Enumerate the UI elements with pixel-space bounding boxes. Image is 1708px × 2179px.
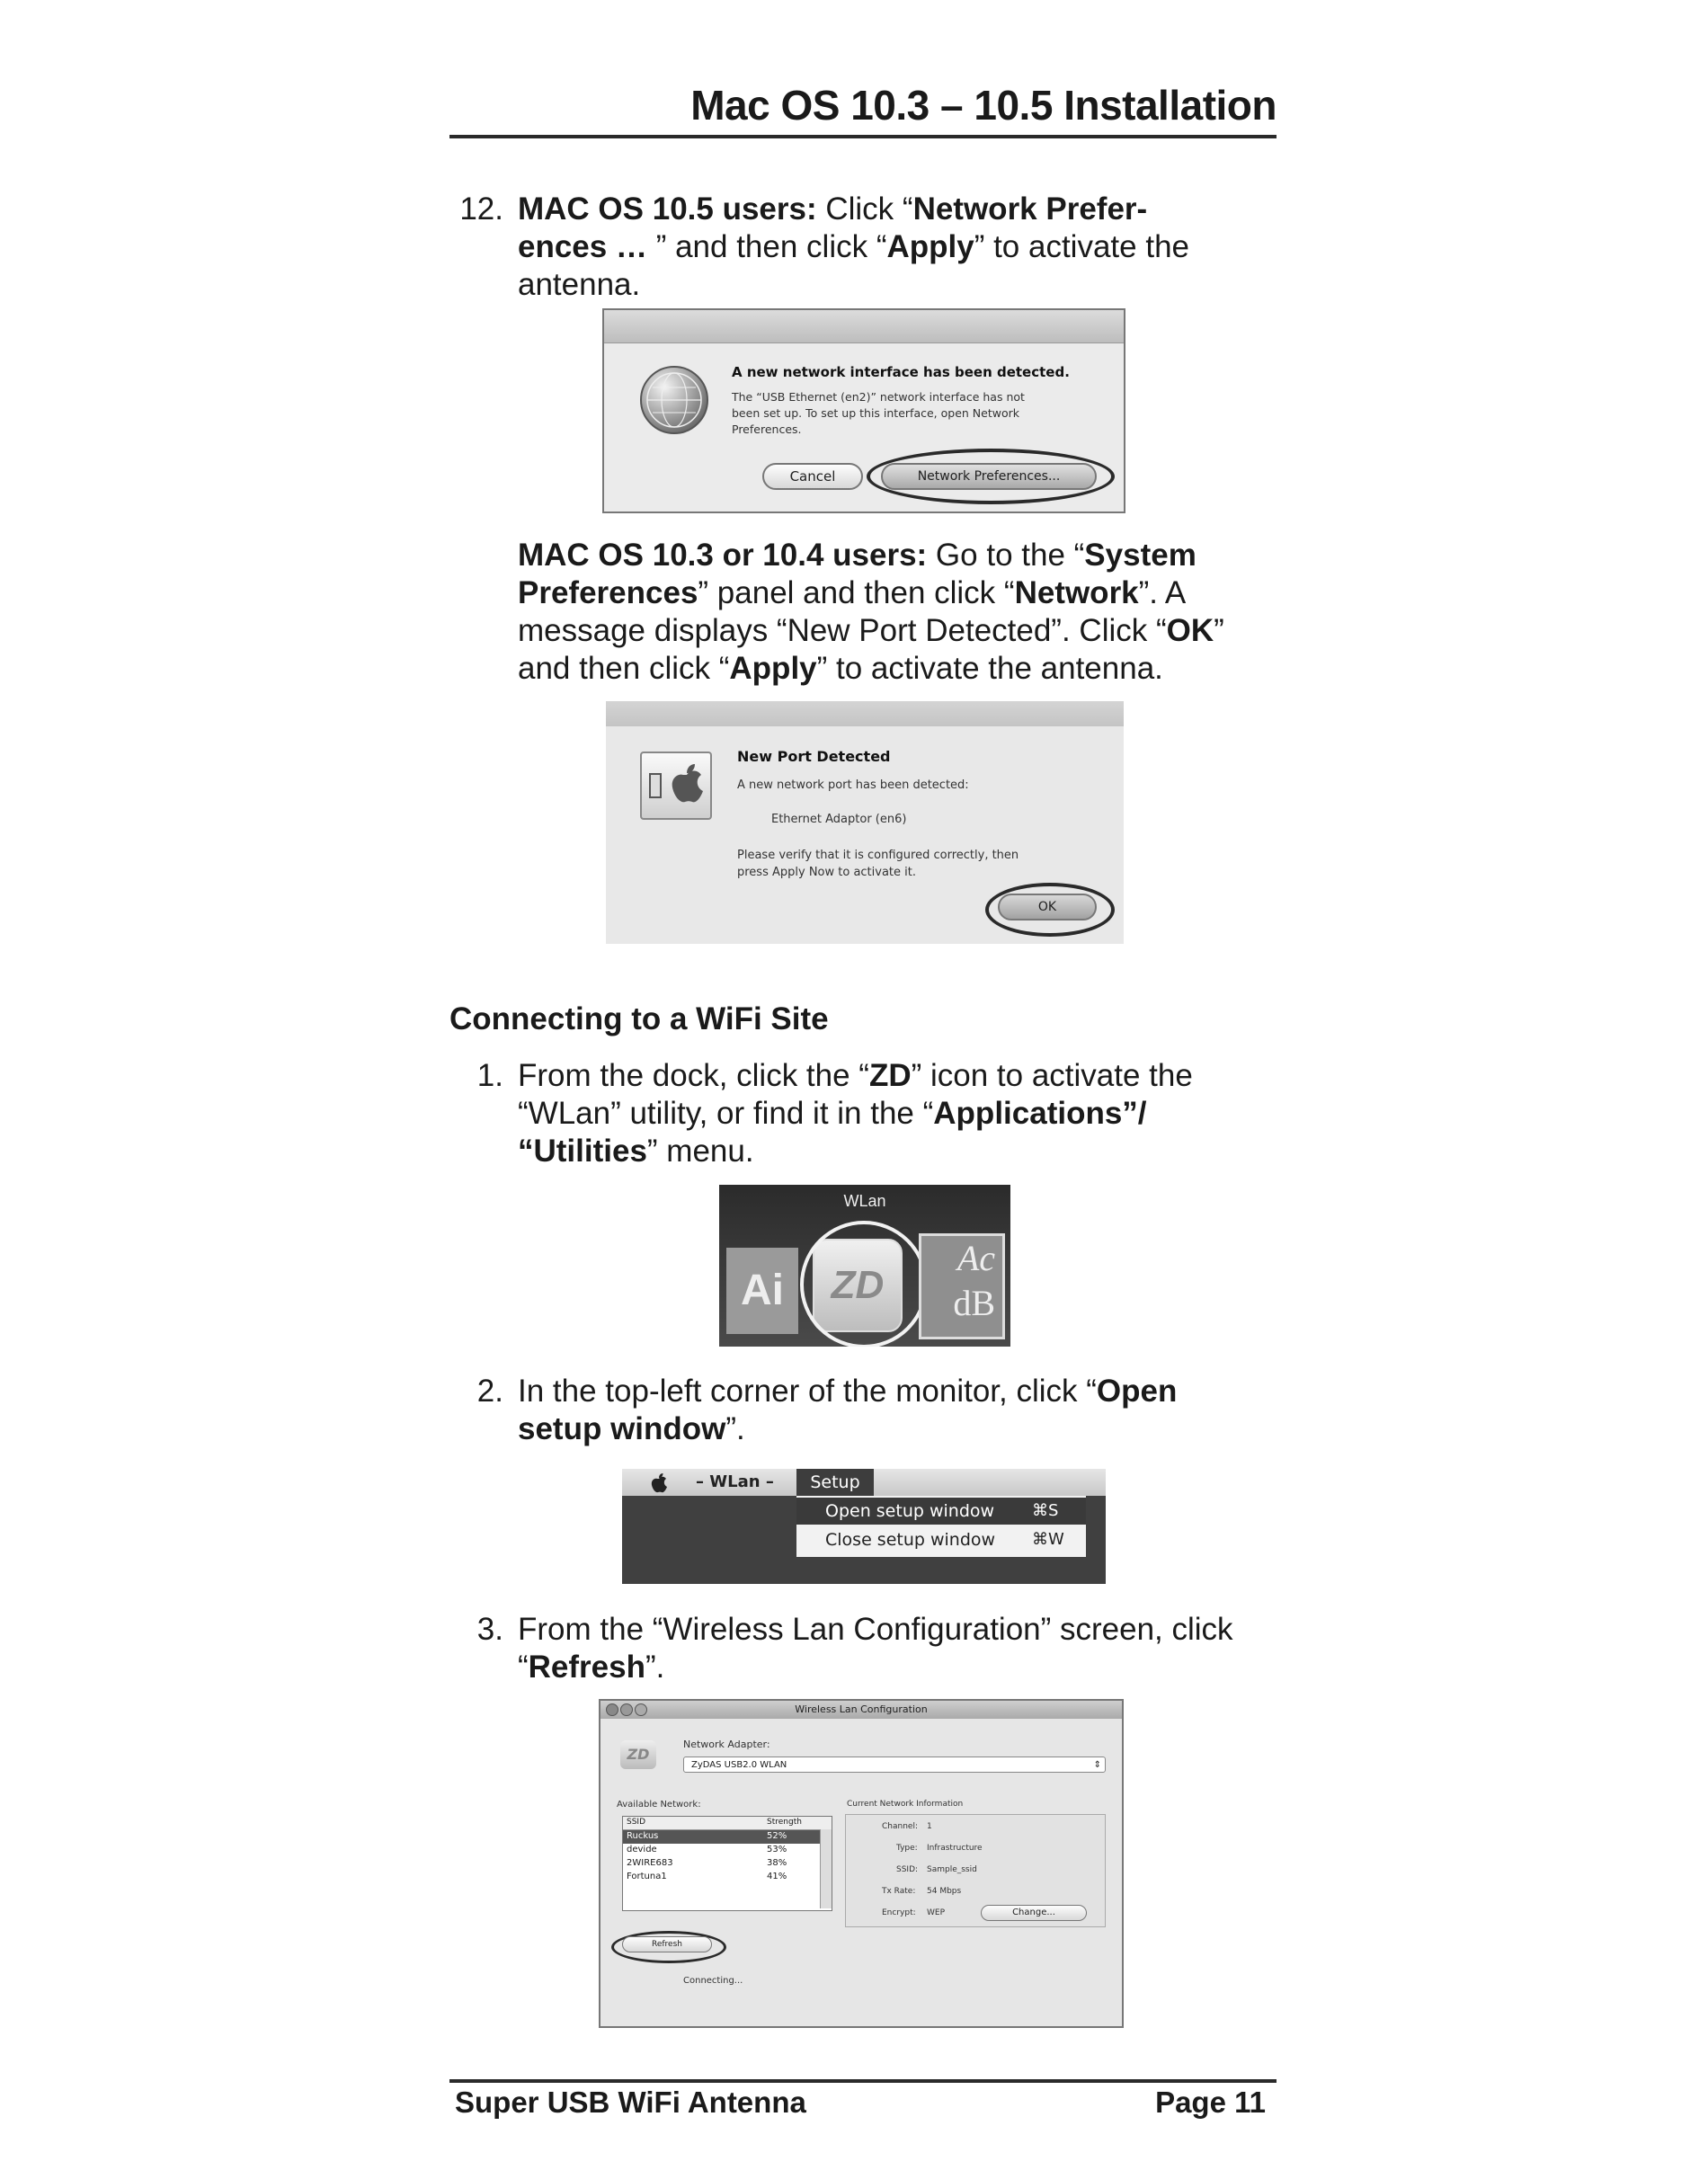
dialog2-line3: Please verify that it is configured correctly, then bbox=[737, 849, 1019, 862]
step-12-network-prefs-b: ences … bbox=[518, 229, 647, 264]
network-strength: 41% bbox=[767, 1872, 787, 1881]
step-3-number: 3. bbox=[476, 1612, 503, 1647]
mac103-text-g: ” to activate the antenna. bbox=[816, 651, 1163, 686]
dialog1-line1: The “USB Ethernet (en2)” network interface has not bbox=[732, 390, 1025, 404]
zd-wlan-app-icon[interactable]: ZD bbox=[813, 1239, 903, 1332]
network-table-scrollbar[interactable] bbox=[820, 1829, 832, 1908]
cancel-button[interactable]: Cancel bbox=[762, 463, 863, 490]
encrypt-value: WEP bbox=[927, 1908, 946, 1917]
type-value: Infrastructure bbox=[927, 1844, 983, 1853]
footer-rule bbox=[449, 2079, 1277, 2083]
mac103-ok: OK bbox=[1166, 613, 1214, 648]
current-network-label: Current Network Information bbox=[847, 1800, 964, 1809]
step-3-refresh: Refresh bbox=[528, 1650, 645, 1685]
dialog2-instructions bbox=[737, 847, 1019, 881]
step-1-text-c: “WLan” utility, or find it in the “ bbox=[518, 1096, 934, 1131]
table-row[interactable] bbox=[623, 1871, 832, 1884]
close-setup-window-shortcut: ⌘W bbox=[1032, 1530, 1064, 1549]
step-1-zd: ZD bbox=[868, 1058, 912, 1093]
channel-value: 1 bbox=[927, 1822, 932, 1831]
type-label: Type: bbox=[896, 1844, 918, 1853]
mac103-text-c: ”. A bbox=[1138, 575, 1187, 610]
network-table bbox=[622, 1816, 832, 1911]
refresh-button[interactable]: Refresh bbox=[622, 1936, 712, 1952]
step-1-utilities: “Utilities bbox=[518, 1134, 647, 1169]
dialog2-line1: A new network port has been detected: bbox=[737, 778, 969, 792]
mac103-text-a: Go to the “ bbox=[927, 538, 1085, 573]
mac103-text-e: ” bbox=[1214, 613, 1224, 648]
step-12-network-prefs: Network Prefer- bbox=[912, 191, 1148, 227]
step-12-text-a: Click “ bbox=[816, 191, 913, 227]
dialog2-line4: press Apply Now to activate it. bbox=[737, 866, 916, 879]
mac103-label: MAC OS 10.3 or 10.4 users: bbox=[518, 538, 928, 573]
ssid-value: Sample_ssid bbox=[927, 1865, 977, 1874]
apple-logo-icon bbox=[669, 762, 705, 805]
step-1-applications: Applications”/ bbox=[933, 1096, 1147, 1131]
step-12-os-label: MAC OS 10.5 users: bbox=[518, 191, 817, 227]
network-table-header bbox=[623, 1817, 832, 1830]
network-ssid: 2WIRE683 bbox=[627, 1858, 673, 1868]
new-interface-dialog bbox=[602, 308, 1125, 513]
change-button[interactable]: Change... bbox=[981, 1905, 1087, 1921]
zd-logo-icon: ZD bbox=[620, 1740, 656, 1769]
table-row[interactable] bbox=[623, 1857, 832, 1871]
available-network-label: Available Network: bbox=[617, 1800, 701, 1810]
footer-page-number: Page 11 bbox=[1155, 2086, 1266, 2119]
network-ssid: Fortuna1 bbox=[627, 1872, 667, 1881]
step-2-text-b: ”. bbox=[725, 1411, 745, 1446]
tx-rate-label: Tx Rate: bbox=[882, 1887, 916, 1896]
col-strength[interactable]: Strength bbox=[767, 1818, 802, 1827]
acdb-app-icon[interactable] bbox=[919, 1233, 1005, 1339]
tx-rate-value: 54 Mbps bbox=[927, 1887, 962, 1896]
apple-menu-icon[interactable] bbox=[649, 1472, 669, 1494]
step-2-number: 2. bbox=[476, 1374, 503, 1409]
step-1-text-b: ” icon to activate the bbox=[911, 1058, 1193, 1093]
network-adapter-select[interactable] bbox=[683, 1757, 1106, 1773]
network-globe-icon bbox=[640, 366, 708, 434]
mac-103-104-text bbox=[518, 537, 1291, 688]
dialog2-titlebar bbox=[606, 701, 1124, 726]
current-network-panel bbox=[845, 1814, 1106, 1927]
acdb-bottom: dB bbox=[953, 1283, 995, 1323]
wlan-app-menu[interactable]: – WLan – bbox=[696, 1472, 774, 1491]
acdb-top: Ac bbox=[956, 1238, 995, 1278]
network-adapter-label: Network Adapter: bbox=[683, 1739, 770, 1750]
step-3-text-b: “ bbox=[518, 1650, 529, 1685]
dock-highlight-circle bbox=[800, 1221, 928, 1347]
mac103-text-b: ” panel and then click “ bbox=[698, 575, 1015, 610]
step-2-text bbox=[518, 1373, 1291, 1448]
network-strength: 53% bbox=[767, 1845, 787, 1854]
illustrator-app-icon[interactable]: Ai bbox=[726, 1248, 798, 1334]
table-row[interactable] bbox=[623, 1830, 832, 1844]
table-row[interactable] bbox=[623, 1844, 832, 1857]
connection-status: Connecting... bbox=[683, 1976, 743, 1986]
dialog1-heading: A new network interface has been detected. bbox=[732, 364, 1070, 380]
dialog1-message bbox=[732, 389, 1025, 438]
network-adapter-value: ZyDAS USB2.0 WLAN bbox=[691, 1760, 787, 1770]
mac103-apply: Apply bbox=[729, 651, 817, 686]
menu-screenshot bbox=[622, 1469, 1106, 1584]
mac103-system: System bbox=[1084, 538, 1196, 573]
step-2-text-a: In the top-left corner of the monitor, click “ bbox=[518, 1374, 1097, 1409]
step-1-text bbox=[518, 1057, 1291, 1170]
step-1-number: 1. bbox=[476, 1058, 503, 1093]
close-setup-window-label: Close setup window bbox=[825, 1530, 996, 1550]
header-rule bbox=[449, 135, 1277, 138]
step-3-text-c: ”. bbox=[645, 1650, 665, 1685]
step-12-text-b: ” and then click “ bbox=[646, 229, 887, 264]
new-port-dialog bbox=[606, 701, 1124, 944]
wlan-titlebar bbox=[600, 1701, 1122, 1719]
page-header-title: Mac OS 10.3 – 10.5 Installation bbox=[690, 82, 1277, 129]
step-3-text-a: From the “Wireless Lan Configuration” screen, click bbox=[518, 1612, 1233, 1647]
setup-dropdown bbox=[796, 1496, 1086, 1557]
mac103-text-f: and then click “ bbox=[518, 651, 730, 686]
step-12-apply: Apply bbox=[886, 229, 974, 264]
dock-screenshot bbox=[719, 1185, 1010, 1347]
dialog2-heading: New Port Detected bbox=[737, 748, 891, 765]
network-preferences-button[interactable]: Network Preferences... bbox=[881, 463, 1097, 490]
setup-menu[interactable]: Setup bbox=[796, 1469, 874, 1496]
step-3-text bbox=[518, 1611, 1291, 1686]
port-switch-icon bbox=[649, 773, 662, 798]
mac103-preferences: Preferences bbox=[518, 575, 698, 610]
open-setup-window-item[interactable] bbox=[796, 1498, 1086, 1525]
col-ssid[interactable]: SSID bbox=[627, 1818, 646, 1827]
dialog1-line2: been set up. To set up this interface, open Network bbox=[732, 406, 1019, 420]
encrypt-label: Encrypt: bbox=[882, 1908, 916, 1917]
step-2-open: Open bbox=[1096, 1374, 1178, 1409]
mac103-text-d: message displays “New Port Detected”. Click “ bbox=[518, 613, 1167, 648]
step-12-text-c: ” to activate the bbox=[974, 229, 1189, 264]
wlan-window-title: Wireless Lan Configuration bbox=[795, 1703, 928, 1715]
step-1-text-d: ” menu. bbox=[646, 1134, 754, 1169]
network-strength: 52% bbox=[767, 1831, 787, 1841]
wlan-config-window bbox=[599, 1699, 1124, 2028]
footer-product-name: Super USB WiFi Antenna bbox=[455, 2086, 806, 2119]
step-12-text bbox=[518, 191, 1291, 304]
network-strength: 38% bbox=[767, 1858, 787, 1868]
step-12-number: 12. bbox=[459, 191, 503, 227]
step-2-setup-window: setup window bbox=[518, 1411, 726, 1446]
section-title: Connecting to a WiFi Site bbox=[449, 1001, 829, 1036]
dock-wlan-label: WLan bbox=[843, 1192, 886, 1210]
dialog1-line3: Preferences. bbox=[732, 422, 802, 436]
dialog-titlebar bbox=[604, 310, 1124, 343]
dialog2-port-name: Ethernet Adaptor (en6) bbox=[771, 813, 907, 826]
ssid-label: SSID: bbox=[896, 1865, 919, 1874]
open-setup-window-label: Open setup window bbox=[825, 1501, 995, 1521]
network-port-icon bbox=[640, 752, 712, 820]
step-1-text-a: From the dock, click the “ bbox=[518, 1058, 869, 1093]
channel-label: Channel: bbox=[882, 1822, 918, 1831]
step-12-text-d: antenna. bbox=[518, 267, 641, 302]
select-arrows-icon: ⇕ bbox=[1093, 1760, 1101, 1770]
network-ssid: devide bbox=[627, 1845, 657, 1854]
mac103-network: Network bbox=[1014, 575, 1139, 610]
ok-button[interactable]: OK bbox=[998, 894, 1097, 921]
open-setup-window-shortcut: ⌘S bbox=[1032, 1501, 1059, 1520]
network-ssid: Ruckus bbox=[627, 1831, 659, 1841]
close-setup-window-item[interactable] bbox=[796, 1526, 1086, 1553]
